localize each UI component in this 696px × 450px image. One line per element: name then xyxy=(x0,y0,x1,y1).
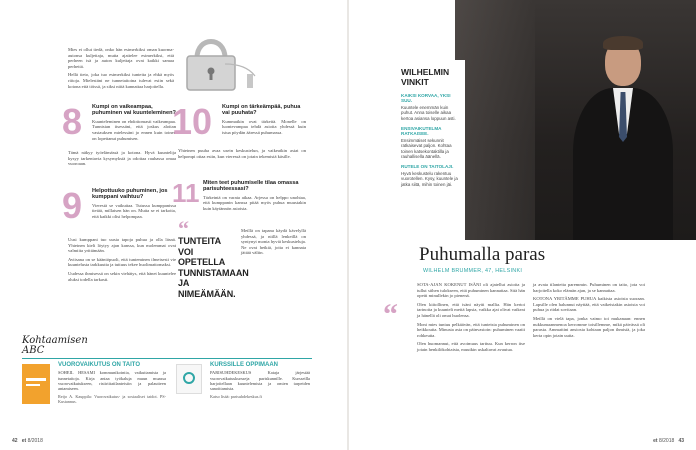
question-10 xyxy=(222,104,306,139)
page-folio xyxy=(12,438,43,444)
article-paragraph: SOTA-AJAN KOKENUT ISÄNI oli ajatellut asioita ja tullut siihen tulokseen, että puhuminen kannattaa. Sitä hän opetti minullekin jo pienenä. xyxy=(417,282,525,299)
page-folio xyxy=(653,438,684,444)
question-title: Kumpi on tärkeämpää, puhua vai puuhata? xyxy=(222,104,301,117)
question-answer: Tämä näkyy työelämässä ja kotona. Hyvä kuuntelija kysyy tarkentavia kysymyksiä ja odottaa rauhassa omaa vuoroaan. xyxy=(68,150,176,167)
book-cover-image xyxy=(22,364,50,404)
question-answer: Uudessa ihmisessä on sekin viehätys, että hänet kuuntelee aluksi todella tarkasti. xyxy=(68,270,176,282)
portrait-photo xyxy=(455,0,696,240)
issue-number: 8/2018 xyxy=(27,438,43,444)
article-paragraph: KOTONA YRITÄMME PUHUA kaikista asioista suoraan. Lapsille olen halunnut näyttää, että vaikeistakin asioista voi puhua ja riidat sovitaan. xyxy=(533,296,645,313)
question-answer: Yhteinen puuha avaa usein keskustelun, ja vaikeatkin asiat on helpompi ottaa esiin, kun vieressä on jotain tekemistä käsille. xyxy=(178,148,306,159)
intro-paragraph: Hellä tieto, joka tuo esimerkiksi tunteita ja ehkä myös riitoja. Mielestäni ne tunnetaitoina tulevat esiin sekä kotona että töissä, ja siksi niitä kannattaa harjoitella. xyxy=(68,72,174,89)
question-10-continued xyxy=(178,148,306,162)
intro-text xyxy=(68,47,174,92)
tip-title: ENSIVAIKUTELMA RATKAISEE. xyxy=(401,126,442,137)
question-number-11: 11 xyxy=(172,178,200,208)
tip-box-2 xyxy=(210,362,310,399)
tip-body: Ensimmäiset sekunnit ratkaisevat paljon. Kohtaa toinen katsekontaktilla ja rauhallisella äänellä. xyxy=(401,137,452,160)
page-number: 43 xyxy=(678,438,684,444)
box-credit: Katso lisää: parisuhdekeskus.fi xyxy=(210,394,262,400)
question-answer: Tärkeintä on varata aikaa. Arjessa on helppo unohtaa, että kumppanin kanssa pitää myös puhua muustakin kuin käytännön asioista. xyxy=(203,194,306,211)
page-number: 42 xyxy=(12,438,18,444)
question-11 xyxy=(203,180,306,215)
question-answer: Vierestä se vaikuttaa. Tutussa kumppanissa tietää, millaisen hän on. Mutta se ei tarkoita, että kaikki olisi helpompaa. xyxy=(92,202,176,219)
article-headline: Puhumalla paras xyxy=(419,244,546,265)
question-9-continued xyxy=(68,237,176,285)
quote-icon: “ xyxy=(383,298,398,331)
question-11-continued xyxy=(241,228,306,259)
tip-item xyxy=(401,93,461,121)
question-number-8: 8 xyxy=(62,101,83,142)
question-8 xyxy=(92,104,176,144)
article-paragraph: Meillä on vielä tapa, jonka vaimo toi mukanaan: ennen nukkumaanmenoa kerromme toisillemme, mikä päivässä oli parasta. Ammattini ansiosta kohtaan paljon ihmisiä, ja joka kerta opin jotain uutta. xyxy=(533,315,645,338)
article-byline: WILHELM BRUMMER, 47, HELSINKI xyxy=(423,268,523,274)
magazine-name: et xyxy=(653,438,658,444)
abc-section-title: Kohtaamisen ABC xyxy=(22,335,88,356)
question-9 xyxy=(92,188,176,223)
issue-number: 8/2018 xyxy=(658,438,675,444)
course-image xyxy=(176,364,202,394)
box-body: PARISUHDEKESKUS Kataja järjestää vuorovaikutuskursseja pariskunnille. Kursseilla harjoitellaan kuuntelemista ja omien tarpeiden sanoittamista. xyxy=(210,370,310,392)
tip-item xyxy=(401,164,461,187)
box-body: SOHEIL HESAMI kommunikointia, vaikuttamista ja tunnetaitoja. Kirja antaa työkaluja muun muassa vuorovaikutukseen, ristiriitatilanteisiin ja palautteen antamiseen. xyxy=(58,370,166,392)
tip-title: RUTELE ON TAITOLAJI. xyxy=(401,164,454,170)
article-column-1 xyxy=(417,282,525,356)
tip-box-1 xyxy=(58,362,166,404)
box-title: KURSSILLE OPPIMAAN xyxy=(210,362,279,368)
box-credit: Reijo A. Kauppila: Vuorovaikutus- ja sosiaaliset taidot. PS-Kustannus. xyxy=(58,394,166,405)
question-number-10: 10 xyxy=(172,101,213,142)
tip-body: Kuuntele enemmän kuin puhut. Anna toiselle aikaa kertoa asiansa loppuun asti. xyxy=(401,104,456,121)
article-paragraph: Olen huomannut, että avoimuus tarttuu. Kun kerron itse jotain henkilökohtaista, muutkin uskaltavat avautua. xyxy=(417,341,525,352)
article-paragraph: ja avata tilanteita paremmin. Puhuminen on taito, jota voi harjoitella koko elämän ajan, ja se kannattaa. xyxy=(533,282,645,293)
question-title: Helpottuuko puhuminen, jos kumppani vaihtuu? xyxy=(92,188,168,201)
tips-sidebar xyxy=(395,60,465,248)
question-title: Miten teet puhumiselle tilaa omassa parisuhteessasi? xyxy=(203,180,299,193)
tip-item xyxy=(401,126,461,159)
padlock-illustration xyxy=(177,28,257,98)
pull-quote-text: TUNTEITA VOI OPETELLA TUNNISTAMAAN JA NIMEÄMÄÄN. xyxy=(178,236,249,299)
sidebar-title: WILHELMIN VINKIT xyxy=(401,67,450,87)
right-page xyxy=(349,0,696,450)
question-8-continued xyxy=(68,150,176,170)
question-answer: Aviisana on se kääntöpuoli, että tunteminen ilmeisesti vie kuuntelusta tarkkuutta ja tuttuus tekee huolimattomaksi. xyxy=(68,256,176,268)
question-answer: Uusi kumppani tuo uusia tapoja puhua ja olla läsnä. Yhteinen kieli löytyy ajan kanssa, kun molemmat ovat valmiita yrittämään. xyxy=(68,237,176,254)
quote-icon: “ xyxy=(178,216,189,241)
article-column-2 xyxy=(533,282,645,341)
article-paragraph: Olen kiitollinen, että isäni näytti mallia. Hän kertoi tarinoita ja kuunteli meitä lapsia, vaikka ajat olivat vaikeat ja hänellä oli omat huolensa. xyxy=(417,301,525,318)
article-paragraph: Moni mies tuntuu pelkäävän, että tunteista puhuminen on heikkoutta. Minusta asia on päinvastoin: puhuminen vaatii rohkeutta. xyxy=(417,321,525,338)
tip-title: KAIKSI KORVAA, YKSI SUU. xyxy=(401,93,451,104)
left-page xyxy=(0,0,347,450)
question-answer: Meillä on tapana käydä kävelyllä yhdessä, ja niillä lenkeillä on syntynyt monia hyviä keskusteluja. Ne ovat hetkiä, joita ei kannata jättää väliin. xyxy=(241,228,306,256)
question-answer: Kuunteleminen on ehdottomasti vaikeampaa. Tunnistan itsessäni, että joskus aloitan vastauksen mielessäni jo ennen kuin toinen on lopettanut puhumisen. xyxy=(92,118,176,141)
question-answer: Kummatkin ovat tärkeitä. Monelle on luontevampaa tehdä asioita yhdessä kuin istua pöydän ääressä puhumassa. xyxy=(222,118,306,135)
tip-body: Hyvä keskustelu rakentuu vuorotellen. Kysy, kuuntele ja jatka siitä, mihin toinen jäi. xyxy=(401,170,458,187)
question-number-9: 9 xyxy=(62,185,83,226)
question-title: Kumpi on vaikeampaa, puhuminen vai kuunteleminen? xyxy=(92,104,176,117)
box-title: VUOROVAIKUTUS ON TAITO xyxy=(58,362,141,368)
intro-paragraph: Mies ei ollut tiedä, onko hän esimerkiksi oman kuorma-autonsa kuljettaja, mutta ajattelee esimerkiksi, että perheen isä ja auton kuljettaja ovat kaikki samaa perhettä. xyxy=(68,47,174,69)
section-divider xyxy=(22,358,312,359)
pull-quote xyxy=(178,216,249,299)
magazine-name: et xyxy=(21,438,27,444)
